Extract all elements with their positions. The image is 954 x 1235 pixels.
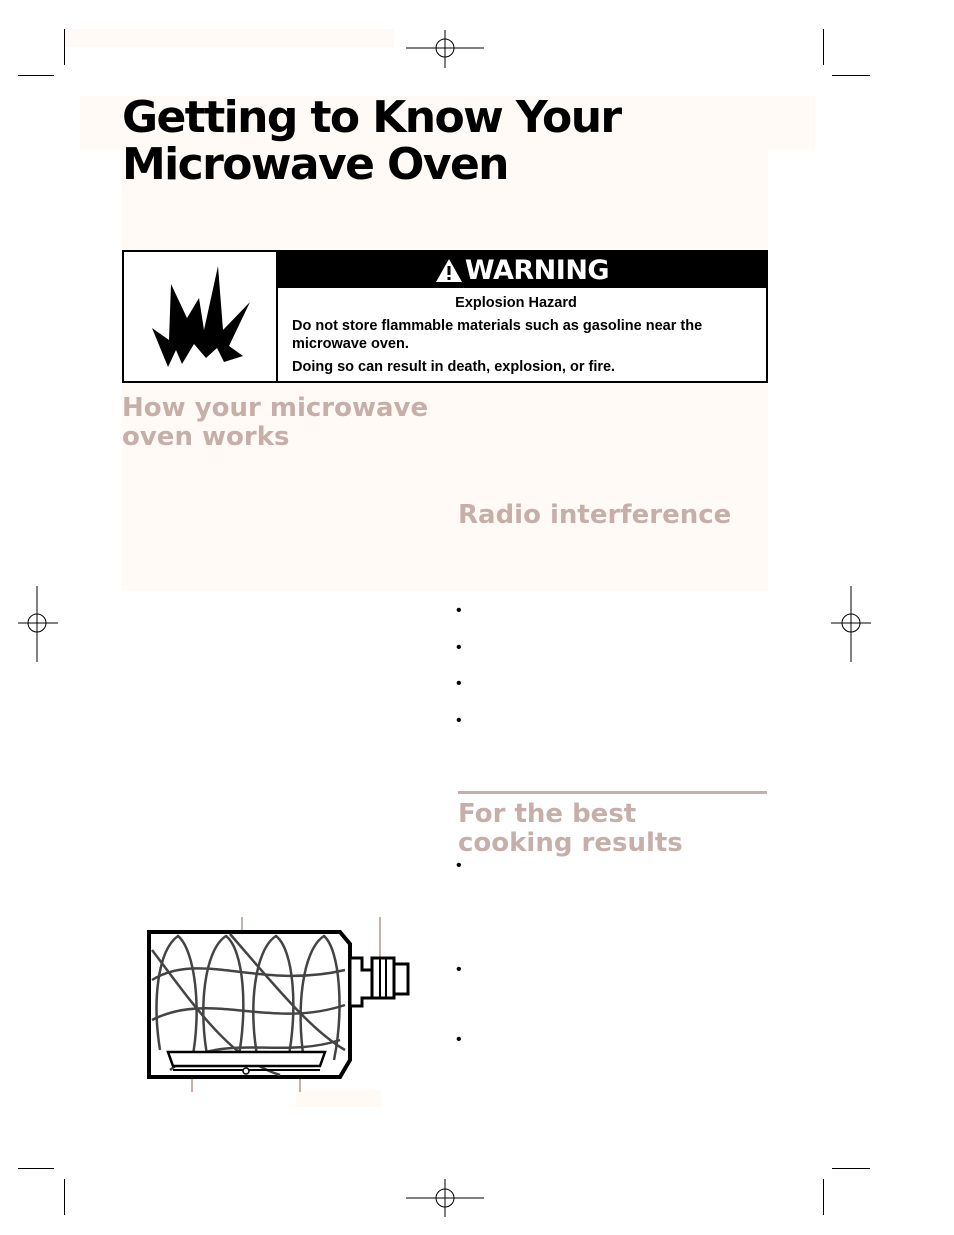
warning-text-2: Doing so can result in death, explosion, or fire.	[292, 359, 616, 375]
warning-header-label: WARNING	[464, 254, 610, 286]
microwave-cavity-illustration	[140, 910, 420, 1095]
explosion-icon	[124, 252, 276, 381]
warning-box	[122, 250, 768, 383]
warning-text-1: Do not store flammable materials such as gasoline near the microwave oven.	[292, 318, 703, 352]
crop-mark	[64, 29, 65, 65]
crop-mark	[18, 1168, 54, 1169]
crop-mark	[823, 29, 824, 65]
registration-mark	[18, 586, 58, 662]
page-title	[122, 94, 762, 188]
section-divider	[458, 791, 767, 794]
alert-triangle-icon	[435, 258, 463, 283]
page-title-line-1: Getting to Know Your	[122, 92, 621, 143]
warning-hazard-title: Explosion Hazard	[455, 295, 577, 311]
list-item-bullet: •	[456, 712, 462, 729]
tint-strip-top	[64, 29, 394, 47]
heading-radio-interference: Radio interference	[458, 500, 732, 530]
heading-how-it-works: How your microwave oven works	[122, 393, 429, 452]
list-item-bullet: •	[456, 1031, 462, 1048]
page-title-line-2: Microwave Oven	[122, 139, 508, 190]
registration-mark	[831, 586, 871, 662]
registration-mark	[406, 30, 484, 68]
list-item-bullet: •	[456, 857, 462, 874]
crop-mark	[832, 1168, 870, 1169]
list-item-bullet: •	[456, 639, 462, 656]
warning-icon-cell	[124, 252, 278, 381]
crop-mark	[18, 75, 54, 76]
warning-header	[278, 252, 766, 288]
crop-mark	[64, 1179, 65, 1215]
list-item-bullet: •	[456, 961, 462, 978]
list-item-bullet: •	[456, 675, 462, 692]
registration-mark	[406, 1179, 484, 1217]
crop-mark	[832, 75, 870, 76]
warning-body	[292, 294, 740, 381]
list-item-bullet: •	[456, 602, 462, 619]
heading-best-results: For the best cooking results	[458, 799, 683, 858]
crop-mark	[823, 1179, 824, 1215]
